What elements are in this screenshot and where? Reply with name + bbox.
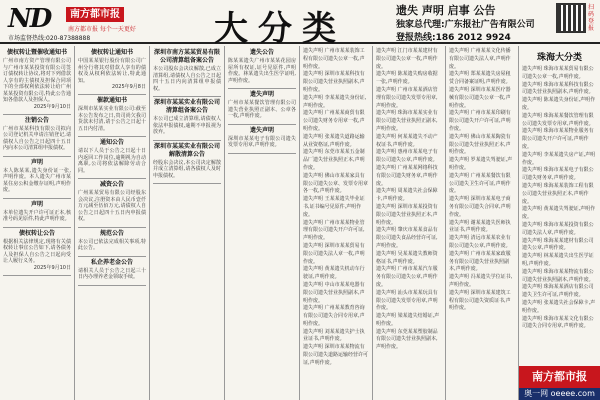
loss-notice-item: 遗失声明 广州某某文化传播有限公司遗失法人章,声明作废。 — [449, 48, 511, 70]
notice-block — [3, 159, 71, 194]
notice-body: 请相关人员于公告之日起三十日内办理养老金领取手续。 — [78, 267, 146, 280]
qr-code-icon[interactable] — [556, 3, 586, 33]
loss-notice-item: 遗失声明 深圳市某某投资有限公司遗失营业执照正本,声明作废。 — [376, 203, 438, 226]
page-title: 大分类 — [214, 9, 346, 49]
divider — [78, 94, 146, 95]
notice-heading: 规范公告 — [99, 229, 124, 237]
notice-heading: 遗失声明 — [249, 126, 274, 134]
zhuhai-notice-item: 遗失声明 张某遗失社会保障卡,声明作废。 — [522, 299, 596, 314]
notice-body: 广州市某某餐饮管理有限公司遗失营业执照正副本、公章各一枚,声明作废。 — [228, 100, 296, 119]
notice-heading: 催款通知书 — [96, 97, 127, 104]
page-header — [0, 0, 600, 49]
divider — [153, 183, 221, 184]
loss-notice-item: 遗失声明 李某某遗失身份证,声明作废。 — [303, 94, 367, 109]
divider — [78, 285, 146, 286]
notice-heading: 债权转让公告 — [18, 229, 55, 237]
notice-block — [3, 230, 71, 271]
loss-notice-item: 遗失声明 清远市某某农业有限公司遗失公章,声明作废。 — [449, 235, 511, 249]
loss-notice-item: 遗失声明 广州市某某物业管理有限公司遗失开户许可证,声明作废。 — [303, 219, 365, 242]
loss-notice-item: 遗失声明 江门市某某建材有限公司遗失公章一枚,声明作废。 — [376, 48, 438, 70]
notice-block — [78, 139, 146, 174]
zhuhai-notice-item: 遗失声明 珠海市某某投资有限公司遗失法人章,声明作废。 — [522, 221, 594, 236]
notice-date: 2025年9月8日 — [111, 84, 146, 90]
loss-notice-item: 遗失声明 周某遗失社会保障卡,声明作废。 — [376, 188, 438, 203]
supervision-hotline: 市场监督热线:020-87388888 — [8, 35, 91, 42]
column-zhuhai — [519, 46, 600, 366]
loss-notice-item: 遗失声明 深圳市某某物流有限公司遗失道路运输经营许可证,声明作废。 — [303, 344, 369, 366]
divider — [3, 114, 71, 115]
notice-body: 深圳市某某电子有限公司遗失发票专用章,声明作废。 — [228, 135, 296, 148]
loss-notice-item: 遗失声明 广州市某某印刷有限公司遗失开户许可证,声明作废。 — [449, 110, 511, 132]
notice-body: 本人陈某某,遗失身份证一张,声明作废。本人遗失广州市某某住房公积金缴存证明,声明作废。 — [3, 167, 71, 193]
column-2 — [75, 46, 150, 400]
loss-notice-item: 遗失声明 谢某某遗失医师执业证书,声明作废。 — [449, 219, 511, 234]
newspaper-logo[interactable] — [8, 4, 158, 40]
column-3 — [150, 46, 225, 400]
loss-notice-item: 遗失声明 广州某某餐饮有限公司遗失卫生许可证,声明作废。 — [449, 172, 511, 195]
loss-notice-item: 遗失声明 陈某遗失购房收据一张,声明作废。 — [376, 71, 438, 86]
loss-notice-item: 遗失声明 广州某某网络科技有限公司遗失财务章,声明作废。 — [376, 164, 438, 187]
notice-block — [153, 49, 221, 92]
zhuhai-notice-item: 遗失声明 珠海市某某物流有限公司遗失营业执照副本,声明作废。 — [522, 268, 594, 283]
loss-notice-item: 遗失声明 惠州市某某电子有限公司遗失公章,声明作废。 — [376, 149, 438, 164]
notice-body: 广州市南方资产管理有限公司与广州市某某投资有限公司签订债权转让协议,将对下列借款人享有的主债权及担保合同项下的全部权利依法转让给广州某某投资有限公司,特此公告通知各借款人及担保人。 — [3, 58, 71, 103]
loss-notice-item: 遗失声明 深圳市某某科技有限公司遗失营业执照副本,声明作废。 — [303, 71, 365, 93]
brand-name: 南方都市报 — [66, 7, 124, 22]
loss-notice-item: 遗失声明 佛山市某某家具有限公司遗失公章、发票专用章各一枚,声明作废。 — [303, 172, 369, 195]
divider — [3, 198, 71, 199]
notice-block — [228, 49, 296, 84]
divider — [3, 275, 71, 276]
loss-notice-item: 遗失声明 深圳市某某建筑工程有限公司遗失资质证书,声明作废。 — [449, 289, 511, 312]
brand-slogan: 南方都市报 每个一天更好 — [68, 26, 136, 33]
notice-block — [78, 181, 146, 223]
notice-date: 2025年9月10日 — [33, 103, 71, 110]
notice-body: 根据相关法律规定,现将有关债权转让事宜公告如下,请各债务人及担保人自公告之日起向受让人履行义务。 — [3, 238, 71, 264]
notice-block — [3, 117, 71, 152]
column-5-notices — [300, 46, 373, 400]
loss-notice-item: 遗失声明 吴某某遗失教师资格证书,声明作废。 — [376, 250, 438, 265]
column-4 — [225, 46, 300, 400]
loss-notice-item: 遗失声明 广州市某某汽车服务有限公司遗失公章,声明作废。 — [376, 266, 438, 288]
loss-notice-item: 遗失声明 广州某某教育咨询有限公司遗失合同专用章,声明作废。 — [303, 305, 365, 327]
notice-block — [3, 201, 71, 223]
notice-date: 2025年9月10日 — [33, 264, 71, 271]
loss-notice-item: 遗失声明 广州市某某家政服务有限公司遗失营业执照副本,声明作废。 — [449, 250, 511, 273]
notice-block — [3, 49, 71, 110]
zhuhai-notice-item: 遗失声明 陈某遗失身份证,声明作废。 — [522, 97, 596, 111]
notice-body: 本公司已成立清算组,请债权人依法申报债权,逾期不申报视为放弃。 — [153, 116, 221, 135]
notice-heading: 深圳市某某实业有限公司清算组备案公告 — [153, 99, 220, 114]
notice-block — [228, 91, 296, 120]
exclusive-agent: 独家总代理:广东报社广告有限公司 — [396, 20, 535, 30]
notice-body: 请以下人员于公告之日起十日内返回工作岗位,逾期视为自动离职,公司将依法解除劳动合同。 — [78, 148, 146, 174]
zhuhai-notice-item: 遗失声明 珠海某某建材有限公司遗失公章,声明作废。 — [522, 237, 594, 252]
loss-notice-item: 遗失声明 深圳市某某医疗器械有限公司遗失公章一枚,声明作废。 — [449, 86, 511, 109]
zhuhai-notice-item: 遗失声明 李某某遗失房产证,声明作废。 — [522, 151, 596, 166]
column-1 — [0, 46, 75, 400]
notice-body: 深圳市某某实业有限公司:截至本公告发布之日,贵司尚欠我司货款未付清,请于公告之日起十五日内付清。 — [78, 106, 146, 132]
zhuhai-notice-item: 遗失声明 珠海市某某电子有限公司遗失财务章,声明作废。 — [522, 167, 594, 182]
column-6-notices — [373, 46, 446, 400]
loss-notice-item: 遗失声明 黄某遗失机动车行驶证,声明作废。 — [303, 266, 365, 281]
zhuhai-notice-item: 遗失声明 黄某遗失驾驶证,声明作废。 — [522, 206, 596, 221]
site-watermark[interactable]: 奥一网 oeeee.com — [519, 388, 600, 400]
zhuhai-notice-item: 遗失声明 珠海某某餐饮管理有限公司遗失发票专用章,声明作废。 — [522, 112, 594, 127]
divider — [78, 136, 146, 137]
notice-heading: 深圳市某某实业有限公司解散清算公告 — [153, 142, 220, 158]
loss-notice-item: 遗失声明 广州市某某酒店管理有限公司遗失发票专用章,声明作废。 — [376, 86, 438, 109]
notice-body: 广州某某贸易有限公司经股东会决议,注册资本由人民币壹仟万元减至伍佰万元,请债权人自公告之日起四十五日内申报债权。 — [78, 190, 146, 222]
loss-notice-item: 遗失声明 汕头市某某玩具有限公司遗失发票专用章,声明作废。 — [376, 289, 438, 312]
notice-heading: 注销公告 — [24, 116, 49, 124]
notice-body: 广州市某某科技有限公司拟向公司登记机关申请注销登记,请债权人自公告之日起四十五日内向本公司清算组申报债权。 — [3, 125, 71, 151]
footer-logo[interactable]: 南方都市报 — [519, 366, 600, 388]
zhuhai-notice-item: 遗失声明 珠海市某某物业服务有限公司遗失开户许可证,声明作废。 — [522, 128, 594, 150]
column-7-notices — [446, 46, 519, 400]
zhuhai-notice-item: 遗失声明 珠海市某某贸易有限公司遗失公章一枚,声明作废。 — [522, 66, 594, 80]
notice-block — [78, 259, 146, 281]
notice-heading: 私企养老金公告 — [90, 258, 133, 266]
divider — [3, 227, 71, 228]
nd-logo-mark: ND — [8, 4, 51, 34]
loss-notice-item: 遗失声明 珠海市某某实业有限公司遗失营业执照正副本,声明作废。 — [376, 110, 438, 132]
loss-notice-item: 遗失声明 广州某某商贸有限公司遗失财务专用章一枚,声明作废。 — [303, 110, 365, 132]
zhuhai-notice-item: 遗失声明 珠海市某某科技有限公司遗失营业执照副本,声明作废。 — [522, 81, 594, 96]
notice-heading: 通知公告 — [99, 139, 124, 146]
notice-block — [153, 143, 221, 180]
notice-block — [78, 230, 146, 252]
divider — [228, 88, 296, 89]
section-subtitle: 遗失 声明 启事 公告 — [396, 4, 496, 17]
notice-body: 本公司股东会决议解散,已成立清算组,请债权人自公告之日起四十五日内向清算组申报债权。 — [153, 66, 221, 92]
notice-heading: 深圳市南方某某贸易有限公司清算组备案公告 — [153, 49, 220, 64]
loss-notice-item: 遗失声明 冯某遗失学位证书,声明作废。 — [449, 274, 513, 288]
loss-notice-item: 遗失声明 梁某遗失结婚证,声明作废。 — [376, 313, 440, 327]
divider — [228, 124, 296, 125]
ad-phone: 登报热线:186 2012 9924 — [396, 33, 511, 43]
notice-body: 经股东会决议,本公司决定解散并成立清算组,请各债权人及时申报债权。 — [153, 159, 221, 179]
loss-notice-item: 遗失声明 深圳市某某贸易有限公司遗失法人章一枚,声明作废。 — [303, 242, 365, 265]
divider — [78, 178, 146, 179]
notice-heading: 声明 — [30, 200, 43, 208]
notice-body: 陈某某遗失广州市某某花园房屋所有权证,证号见原件,声明作废。林某遗失出生医学证明,声明作废。 — [228, 58, 296, 84]
notice-body: 本单位遗失开户许可证正本,核准号码见原件,特此声明作废。 — [3, 209, 71, 222]
loss-notice-item: 遗失声明 郑某某遗失房屋租赁合同备案证明,声明作废。 — [449, 71, 511, 86]
loss-notice-item: 遗失声明 深圳市某某电子商务有限公司遗失合同章,声明作废。 — [449, 196, 511, 218]
loss-notice-item: 遗失声明 广州市某某装饰工程有限公司遗失公章一枚,声明作废。 — [303, 48, 365, 70]
notice-heading: 声明 — [30, 158, 43, 166]
zhuhai-notice-item: 遗失声明 珠海某某酒店有限公司遗失卫生许可证,声明作废。 — [522, 284, 594, 299]
zhuhai-notice-item: 遗失声明 珠海市某某文化有限公司遗失合同专用章,声明作废。 — [522, 315, 594, 330]
loss-notice-item: 遗失声明 刘某某遗失护士执业证书,声明作废。 — [303, 328, 365, 343]
notice-heading: 债权转让通知书 — [90, 49, 133, 56]
notice-heading: 债权转让暨催收通知书 — [6, 49, 67, 56]
loss-notice-item: 遗失声明 佛山市某某陶瓷有限公司遗失营业执照正本,声明作废。 — [449, 133, 511, 156]
zhuhai-notice-item: 遗失声明 林某某遗失出生医学证明,声明作废。 — [522, 253, 594, 267]
loss-notice-item: 遗失声明 东莞市某某五金制品厂遗失营业执照正本,声明作废。 — [303, 149, 365, 171]
loss-notice-item: 遗失声明 张某遗失道路运输从业资格证,声明作废。 — [303, 133, 365, 148]
divider — [153, 140, 221, 141]
loss-notice-item: 遗失声明 中山市某某电器有限公司遗失营业执照副本,声明作废。 — [303, 281, 365, 304]
notice-heading: 遗失声明 — [249, 91, 274, 98]
notice-body: 本公司已依法完成相关事项,特此公告。 — [78, 238, 146, 251]
divider — [78, 227, 146, 228]
notice-block — [228, 127, 296, 149]
loss-notice-item: 遗失声明 东莞某某塑胶制品有限公司遗失营业执照副本,声明作废。 — [376, 328, 438, 351]
loss-notice-item: 遗失声明 何某某遗失不动产权证书,声明作废。 — [376, 133, 438, 148]
divider — [228, 153, 296, 154]
divider — [153, 96, 221, 97]
loss-notice-item: 遗失声明 罗某遗失驾驶证,声明作废。 — [449, 157, 513, 171]
qr-label: 扫码登报 — [588, 4, 595, 32]
notice-block — [78, 97, 146, 132]
loss-notice-item: 遗失声明 肇庆市某某食品有限公司遗失食品经营许可证,声明作废。 — [376, 227, 438, 249]
zhuhai-notice-item: 遗失声明 珠海某某装饰工程有限公司遗失营业执照正本,声明作废。 — [522, 182, 594, 205]
divider — [3, 156, 71, 157]
notice-block — [78, 49, 146, 90]
notice-body: 中国某某银行股份有限公司广州分行将其对借款人享有的债权及从权利依法转让,特此通知。 — [78, 58, 146, 84]
notice-block — [153, 99, 221, 136]
loss-notice-item: 遗失声明 王某某遗失毕业证书,证书编号见原件,声明作废。 — [303, 196, 365, 218]
zhuhai-section-title: 珠海大分类 — [536, 53, 582, 63]
notice-heading: 减资公告 — [99, 181, 124, 188]
divider — [78, 256, 146, 257]
notice-heading: 遗失公告 — [249, 49, 274, 56]
